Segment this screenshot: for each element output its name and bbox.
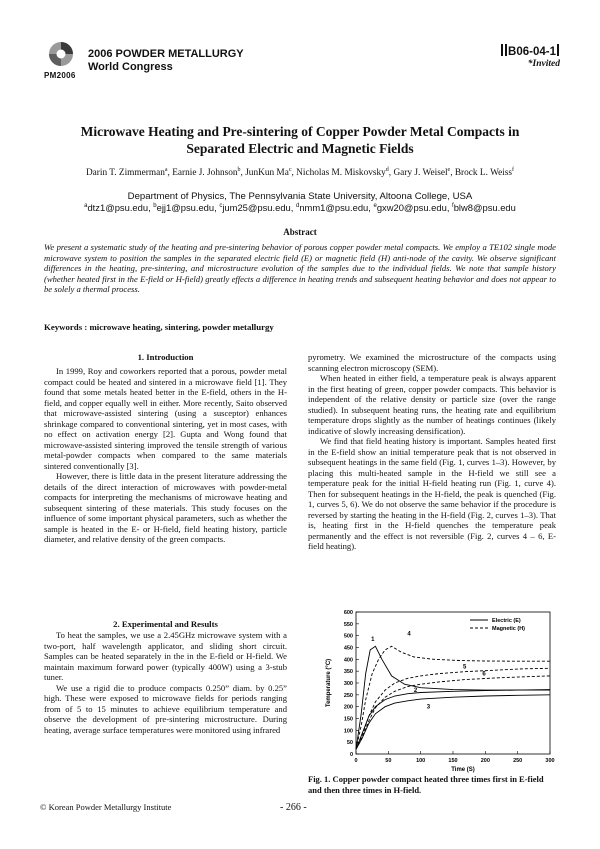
x-tick-label: 0 bbox=[354, 758, 358, 764]
series-label-4: 4 bbox=[407, 631, 411, 638]
x-tick-label: 300 bbox=[545, 758, 555, 764]
y-tick-label: 150 bbox=[343, 716, 353, 723]
series-label-1: 1 bbox=[371, 636, 375, 643]
introduction-body bbox=[44, 366, 287, 545]
y-tick-label: 0 bbox=[349, 752, 353, 758]
y-axis-label: Temperature (°C) bbox=[326, 658, 332, 708]
y-tick-label: 100 bbox=[343, 728, 353, 735]
email[interactable]: $^b$ejj1@psu.edu bbox=[153, 202, 215, 213]
abstract-text: We present a systematic study of the heating and pre-sintering behavior of porous copper powder metal compacts. We employ a TE102 single mode microwave system to position the samples in the separated electric field (E) or magnetic field (H) anti-node of the cavity. We observe significant differences in the heating, pre-sintering, and microstructure evolution of the samples due to the individual fields. We note that sample history (whether heated first in the E-field or H-field) greatly effects a difference in heating trends and subsequent heating behavior and does not appear to be solely a thermal process. bbox=[44, 242, 556, 295]
title-line-1: Microwave Heating and Pre-sintering of Copper Powder Metal Compacts in bbox=[80, 124, 520, 139]
invited-label: *Invited bbox=[527, 59, 560, 69]
footer-institute: © Korean Powder Metallurgy Institute bbox=[40, 802, 172, 812]
paragraph: pyrometry. We examined the microstructure of the compacts using scanning electron microscopy (SEM). bbox=[308, 352, 556, 373]
y-tick-label: 500 bbox=[343, 633, 353, 640]
paragraph: However, there is little data in the present literature addressing the details of the direct interaction of microwaves with powder-metal compacts for interpreting the mechanisms of microwave heating and subsequent sintering of these materials. This study focuses on the influence of some important physical parameters, such as whether the sample is heated in the E- or H-field, field heating history, particle diameter, and relative density of the green compacts. bbox=[44, 471, 287, 544]
y-tick-label: 300 bbox=[343, 681, 353, 687]
y-tick-label: 250 bbox=[343, 692, 353, 699]
y-tick-label: 600 bbox=[343, 610, 353, 616]
page-number: - 266 - bbox=[280, 802, 307, 813]
email[interactable]: $^d$nmm1@psu.edu bbox=[295, 202, 369, 213]
email[interactable]: $^f$blw8@psu.edu bbox=[452, 202, 516, 213]
y-tick-label: 450 bbox=[343, 645, 353, 652]
conference-subtitle: World Congress bbox=[88, 61, 173, 73]
series-line-4 bbox=[356, 646, 550, 749]
paper-title bbox=[40, 123, 560, 157]
paper-code-text: B06-04-1 bbox=[508, 46, 556, 58]
section-heading-introduction: 1. Introduction bbox=[137, 352, 194, 362]
series-label-3: 3 bbox=[426, 704, 431, 711]
author: Gary J. Weisel$^e$ bbox=[393, 167, 451, 178]
section-heading-experimental: 2. Experimental and Results bbox=[113, 619, 218, 629]
x-axis-label: Time (S) bbox=[451, 767, 475, 773]
affiliation: Department of Physics, The Pennsylvania State University, Altoona College, USA bbox=[127, 191, 473, 202]
y-tick-label: 350 bbox=[343, 669, 353, 676]
email[interactable]: $^e$gxw20@psu.edu bbox=[373, 202, 447, 213]
y-tick-label: 50 bbox=[346, 740, 353, 747]
figure-caption: Fig. 1. Copper powder compact heated three times first in E-field and then three times in H-field. bbox=[308, 774, 544, 795]
author: JunKun Ma$^c$ bbox=[245, 167, 292, 178]
series-label-5: 5 bbox=[462, 664, 467, 671]
author: Nicholas M. Miskovsky$^d$ bbox=[296, 167, 389, 178]
temperature-chart bbox=[308, 606, 558, 774]
conference-name: 2006 POWDER METALLURGY bbox=[88, 48, 244, 60]
email[interactable]: $^a$dtz1@psu.edu bbox=[84, 202, 149, 213]
paragraph: To heat the samples, we use a 2.45GHz microwave system with a two-port, half wavelength applicator, and sliding short circuit. Samples can be heated separately in the in the E-field or H-field. We maintain maximum forward power (typically 400W) using a 3-stub tuner. bbox=[44, 630, 287, 682]
logo-text: PM2006 bbox=[44, 71, 76, 80]
y-tick-label: 550 bbox=[343, 621, 353, 628]
paper-code bbox=[500, 44, 560, 58]
title-line-2: Separated Electric and Magnetic Fields bbox=[186, 141, 414, 156]
paragraph: We use a rigid die to produce compacts 0.250” diam. by 0.25” high. These were exposed to microwave fields for periods ranging from of 5 to 15 minutes to achieve equilibrium temperature and observe the development of pre-sintering microstructure. During heating, average surface temperatures were monitored using infrared bbox=[44, 682, 287, 735]
x-tick-label: 200 bbox=[480, 758, 490, 764]
keywords: Keywords : microwave heating, sintering, powder metallurgy bbox=[44, 322, 274, 332]
author: Brock L. Weiss$^f$ bbox=[454, 167, 515, 178]
results-body bbox=[308, 352, 556, 552]
experimental-body bbox=[44, 630, 287, 735]
paragraph: We find that field heating history is important. Samples heated first in the E-field show an initial temperature peak that is not observed in subsequent heatings in the same field (Fig. 1, curves 1–3). However, by placing this multi-heated sample in the H-field we still see a temperature peak for the initial H-field heating run (Fig. 1, curve 4). Then for subsequent heatings in the H-field, the peak is quenched (Fig. 1, curves 5, 6). We do not observe the same behavior if the procedure is reversed by starting the heating in the H-field (Fig. 2, curves 1–3). That is, heating first in the H-field quenches the temperature peak permanently and the effect is not reversible (Fig. 2, curves 4 – 6, E-field heating). bbox=[308, 436, 556, 551]
abstract-heading: Abstract bbox=[283, 227, 317, 237]
author: Darin T. Zimmerman$^a$ bbox=[85, 167, 168, 178]
series-line-3 bbox=[356, 695, 550, 750]
series-line-1 bbox=[356, 646, 550, 749]
series-label-2: 2 bbox=[413, 687, 418, 694]
x-tick-label: 50 bbox=[385, 758, 392, 764]
series-label-6: 6 bbox=[482, 671, 486, 678]
series-line-6 bbox=[356, 676, 550, 749]
y-tick-label: 400 bbox=[343, 657, 353, 664]
paragraph: In 1999, Roy and coworkers reported that a porous, powder metal compact could be heated and sintered in a microwave field [1]. They found that some metals heated better in the E-field, others in the H-field, and copper equally well in either. More recently, Saito observed that microwave-assisted sintering (using a susceptor) enhances shrinkage compared to conventional sintering, yet in most cases, with no effect on activation energy [2]. Gupta and Wong found that microwave-assisted sintering improved the tensile strength of various metal-powder compacts when compared to the same materials sintered conventionally [3]. bbox=[44, 366, 287, 471]
x-tick-label: 150 bbox=[448, 758, 458, 764]
legend-entry: Electric (E) bbox=[492, 618, 521, 624]
email[interactable]: $^c$jum25@psu.edu bbox=[219, 202, 291, 213]
x-tick-label: 100 bbox=[416, 758, 426, 764]
legend-entry: Magnetic (H) bbox=[492, 626, 525, 632]
paragraph: When heated in either field, a temperature peak is always apparent in the first heating of green, copper powder compacts. This behavior is independent of the relative density or particle size (over the range studied). In subsequent heating runs, the heating rate and equilibrium temperature drops slightly as the number of heatings continues (likely indicative of slowly increasing densification). bbox=[308, 373, 556, 436]
series-line-2 bbox=[356, 687, 550, 750]
x-tick-label: 250 bbox=[513, 758, 523, 764]
y-tick-label: 200 bbox=[343, 704, 353, 711]
email-list: $^a$dtz1@psu.edu, $^b$ejj1@psu.edu, $^c$jum25@psu.edu, $^d$nmm1@psu.edu, $^e$gxw20@psu.edu, $^f$blw8@psu.edu bbox=[84, 202, 516, 213]
author-list: Darin T. Zimmerman$^a$, Earnie J. Johnson$^b$, JunKun Ma$^c$, Nicholas M. Miskovsky$^d$, Gary J. Weisel$^e$, Brock L. Weiss$^f$ bbox=[85, 167, 515, 178]
plot-frame bbox=[356, 612, 550, 754]
author: Earnie J. Johnson$^b$ bbox=[172, 167, 241, 178]
